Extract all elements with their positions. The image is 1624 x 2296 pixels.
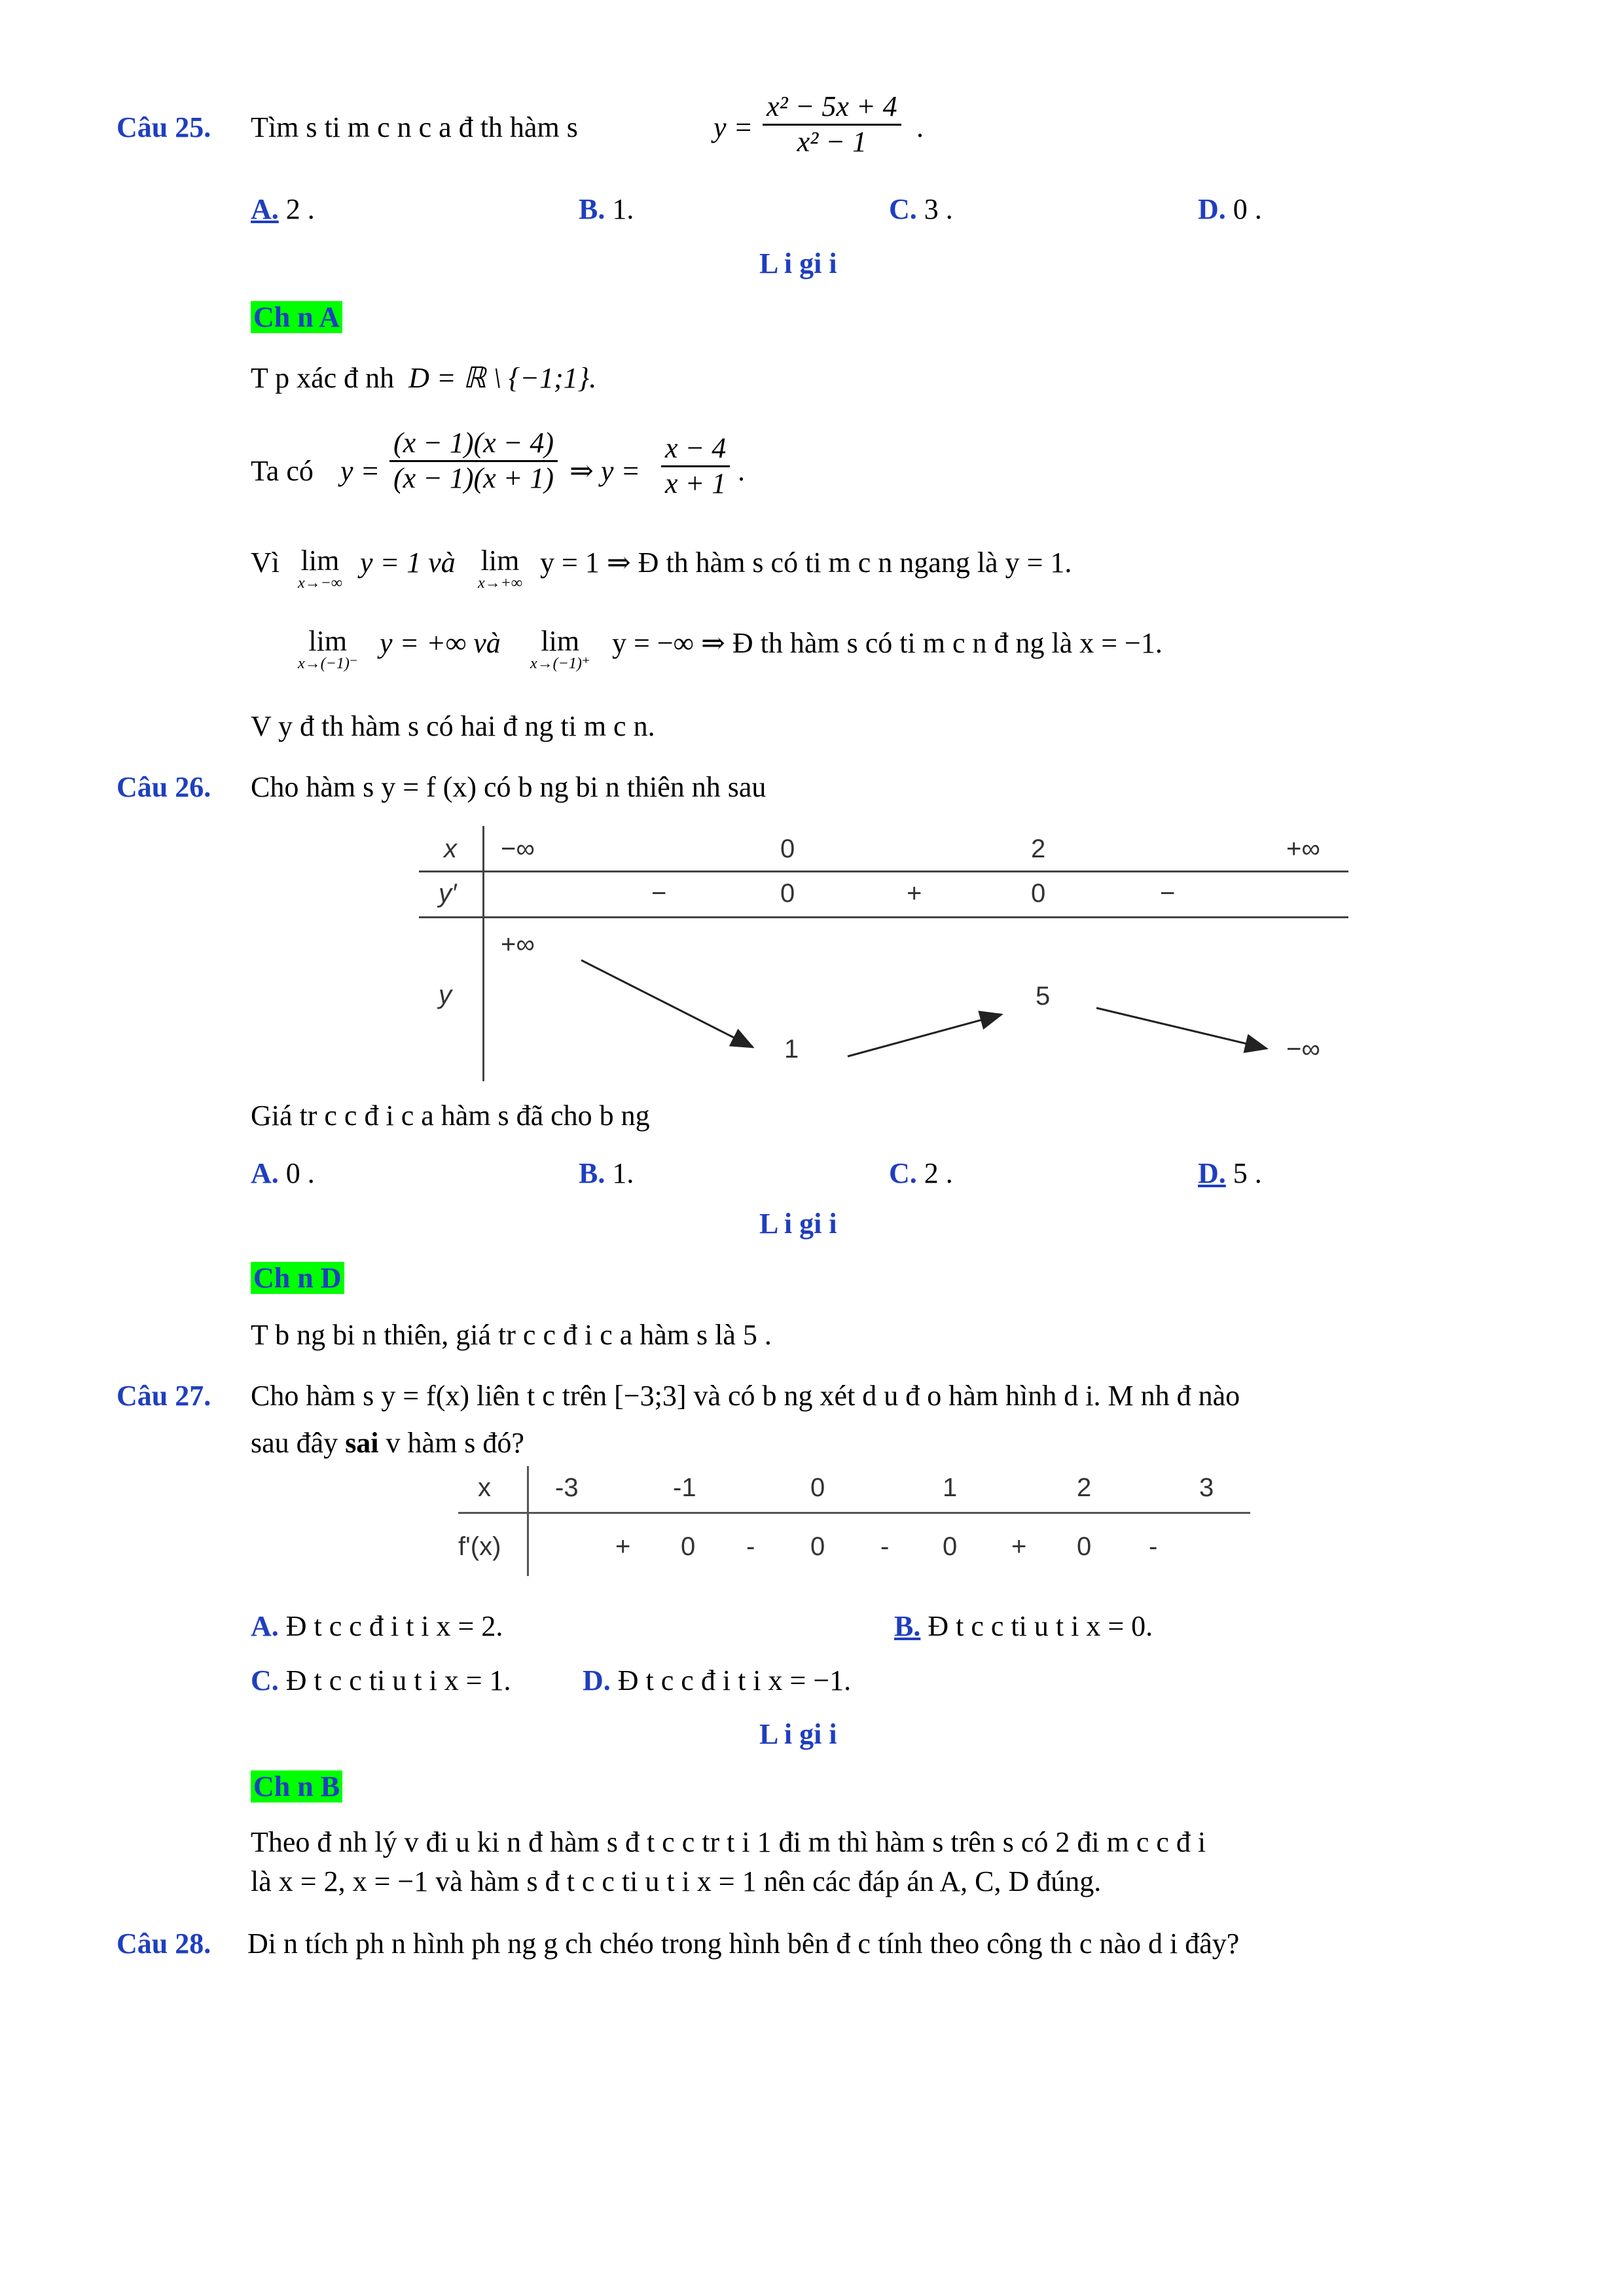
q28-text: Di n tích ph n hình ph ng g ch chéo trong hình bên đ c tính theo công th c nào d i đây? (247, 1928, 1240, 1960)
q26-solution-title: L i gi i (759, 1208, 837, 1240)
q27-fp-val-4: - (880, 1532, 890, 1561)
q25-label: Câu 25. (117, 111, 211, 143)
q25-option-d[interactable] (1198, 193, 1262, 226)
q27-fp-val-0: + (615, 1532, 631, 1561)
q26-option-d-key: D. (1198, 1157, 1226, 1189)
q25-lim4-sub: x→(−1)⁺ (530, 655, 590, 672)
q27-option-b-value: Đ t c c ti u t i x = 0. (928, 1610, 1153, 1642)
q25-domain-text: T p xác đ nh (251, 362, 395, 394)
q26-option-c-value: 2 . (924, 1157, 953, 1189)
q26-y-val-3: −∞ (1286, 1035, 1320, 1064)
q26-text: Cho hàm s y = f (x) có b ng bi n thiên nh sau (251, 771, 767, 803)
q25-f1 (389, 427, 558, 495)
q26-x-val-3: +∞ (1286, 834, 1320, 863)
q26-y-label: y (439, 980, 452, 1009)
q27-option-a[interactable] (251, 1610, 503, 1643)
q27-fp-val-8: - (1149, 1532, 1158, 1561)
q28-label: Câu 28. (117, 1928, 211, 1960)
q25-option-c-value: 3 . (924, 193, 953, 225)
q25-option-a-value: 2 . (285, 193, 315, 225)
q27-x-label: x (478, 1473, 491, 1502)
q26-option-c-key: C. (889, 1157, 917, 1189)
q27-table-hline (458, 1512, 1250, 1514)
q27-text-2c: v hàm s đó? (378, 1427, 524, 1459)
q26-question: Giá tr c c đ i c a hàm s đã cho b ng (251, 1100, 650, 1132)
q26-option-a-key: A. (251, 1157, 279, 1189)
q25-lim1 (298, 547, 342, 591)
q27-option-a-key: A. (251, 1610, 279, 1642)
q25-formula (763, 90, 901, 158)
q25-lim2-word: lim (480, 545, 520, 577)
q26-yp-val-3: 0 (1031, 879, 1046, 908)
q26-x-val-2: 2 (1031, 834, 1046, 863)
q25-option-d-key: D. (1198, 193, 1226, 225)
q27-answer (251, 1770, 342, 1804)
q26-option-b[interactable] (579, 1157, 634, 1191)
q27-option-c-value: Đ t c c ti u t i x = 1. (285, 1664, 511, 1696)
q25-f2-end: . (738, 455, 745, 487)
q26-option-a[interactable] (251, 1157, 315, 1191)
q25-lim1-rest: y = 1 và (360, 547, 456, 579)
q25-lim3-word: lim (308, 625, 348, 657)
q25-lim3-sub: x→(−1)⁻ (298, 655, 358, 672)
q25-lim4-word: lim (541, 625, 580, 657)
q26-yp-label: y′ (439, 879, 457, 908)
q27-text-2 (251, 1427, 524, 1460)
q27-x-val-2: 0 (810, 1473, 825, 1502)
q25-lim1-sub: x→−∞ (298, 575, 342, 592)
q26-answer-badge: Ch n D (251, 1262, 344, 1294)
q25-vi: Vì (251, 547, 280, 579)
q27-x-val-1: -1 (673, 1473, 696, 1502)
q26-yp-val-4: − (1160, 879, 1176, 908)
q25-f1-num: (x − 1)(x − 4) (389, 427, 558, 462)
q25-solution-title: L i gi i (759, 247, 837, 279)
q27-x-val-4: 2 (1077, 1473, 1092, 1502)
q27-fp-val-1: 0 (681, 1532, 696, 1561)
q26-answer (251, 1262, 344, 1295)
q27-explanation-1: Theo đ nh lý v đi u ki n đ hàm s đ t c c tr t i 1 đi m thì hàm s trên s có 2 đi m c c đ i (251, 1826, 1206, 1858)
q26-option-b-value: 1. (612, 1157, 634, 1189)
q25-text: Tìm s ti m c n c a đ th hàm s (251, 111, 578, 143)
q27-option-c[interactable] (251, 1664, 511, 1698)
q27-fp-val-2: - (746, 1532, 755, 1561)
q26-variation-table (419, 826, 1348, 1081)
q26-option-d-value: 5 . (1233, 1157, 1262, 1189)
q25-formula-den: x² − 1 (797, 125, 867, 158)
q26-x-val-0: −∞ (501, 834, 535, 863)
q25-option-a-key: A. (251, 193, 279, 225)
q25-f1-den: (x − 1)(x + 1) (393, 461, 554, 494)
q27-option-c-key: C. (251, 1664, 279, 1696)
q25-lim2-sub: x→+∞ (478, 575, 522, 592)
q25-option-c[interactable] (889, 193, 953, 226)
q25-f2-den: x + 1 (665, 467, 727, 499)
q26-option-a-value: 0 . (285, 1157, 315, 1189)
q25-formula-lhs: y = (713, 111, 753, 143)
q26-yp-val-2: + (907, 879, 922, 908)
q26-option-c[interactable] (889, 1157, 953, 1191)
q26-option-b-key: B. (579, 1157, 605, 1189)
q25-f2 (661, 432, 730, 500)
q27-answer-badge: Ch n B (251, 1770, 342, 1803)
q27-option-d-value: Đ t c c đ i t i x = −1. (617, 1664, 852, 1696)
q25-lim1-word: lim (300, 545, 340, 577)
q25-answer-badge: Ch n A (251, 301, 342, 333)
q26-yp-val-1: 0 (780, 879, 795, 908)
q27-x-val-5: 3 (1199, 1473, 1214, 1502)
q27-text-sai: sai (345, 1427, 379, 1459)
q26-arrows (419, 826, 1348, 1081)
q26-x-val-1: 0 (780, 834, 795, 863)
q27-label: Câu 27. (117, 1380, 211, 1412)
q27-sign-table (458, 1466, 1250, 1576)
q27-option-d-key: D. (583, 1664, 611, 1696)
q25-formula-num: x² − 5x + 4 (763, 90, 901, 126)
q26-label: Câu 26. (117, 771, 211, 803)
q27-solution-title: L i gi i (759, 1718, 837, 1750)
q27-x-val-0: -3 (555, 1473, 579, 1502)
q26-y-val-0: +∞ (501, 930, 535, 959)
q25-domain-math: D = ℝ \ {−1;1}. (408, 362, 597, 394)
q26-y-val-2: 5 (1036, 982, 1051, 1011)
q25-lim3-rest: y = +∞ và (380, 627, 501, 659)
q27-option-a-value: Đ t c c đ i t i x = 2. (285, 1610, 503, 1642)
q27-fp-val-5: 0 (943, 1532, 958, 1561)
q27-explanation-2: là x = 2, x = −1 và hàm s đ t c c ti u t i x = 1 nên các đáp án A, C, D đúng. (251, 1865, 1102, 1897)
q27-fp-val-3: 0 (810, 1532, 825, 1561)
q27-fp-val-7: 0 (1077, 1532, 1092, 1561)
q25-formula-end: . (916, 111, 924, 143)
q26-explanation: T b ng bi n thiên, giá tr c c đ i c a hàm s là 5 . (251, 1319, 772, 1351)
q27-table-vline (527, 1466, 529, 1576)
q25-taco: Ta có (251, 455, 314, 487)
q25-option-c-key: C. (889, 193, 917, 225)
q25-f1-lhs: y = (340, 455, 380, 487)
q25-domain (251, 362, 596, 395)
q26-y-val-1: 1 (784, 1035, 799, 1064)
q25-f2-num: x − 4 (661, 432, 730, 467)
q27-text-1: Cho hàm s y = f(x) liên t c trên [−3;3] và có b ng xét d u đ o hàm hình d i. M nh đ nào (251, 1380, 1240, 1412)
q25-lim2-rest: y = 1 ⇒ Đ th hàm s có ti m c n ngang là y = 1. (540, 547, 1072, 579)
q25-option-b[interactable] (579, 193, 634, 226)
q25-option-d-value: 0 . (1233, 193, 1262, 225)
q26-yp-val-0: − (651, 879, 667, 908)
q27-fp-val-6: + (1011, 1532, 1027, 1561)
q26-arrow-down-2 (1096, 1008, 1267, 1049)
q26-x-label: x (444, 834, 457, 863)
q26-arrow-down-1 (581, 960, 753, 1047)
q27-option-d[interactable] (583, 1664, 851, 1698)
q27-fp-label: f'(x) (458, 1532, 501, 1561)
q25-lim3 (298, 627, 358, 672)
q27-text-2a: sau đây (251, 1427, 346, 1459)
q26-arrow-up (848, 1014, 1001, 1056)
q25-f1-arrow: ⇒ y = (569, 455, 641, 487)
q27-option-b-key: B. (894, 1610, 921, 1642)
q25-option-a[interactable] (251, 193, 315, 226)
q25-lim4 (530, 627, 590, 672)
q25-conclusion: V y đ th hàm s có hai đ ng ti m c n. (251, 710, 655, 742)
q25-lim2 (478, 547, 522, 591)
q27-option-b[interactable] (894, 1610, 1153, 1643)
q27-x-val-3: 1 (943, 1473, 958, 1502)
q25-option-b-value: 1. (612, 193, 634, 225)
q25-answer (251, 301, 342, 334)
q25-option-b-key: B. (579, 193, 605, 225)
q25-lim4-rest: y = −∞ ⇒ Đ th hàm s có ti m c n đ ng là x = −1. (612, 627, 1163, 659)
q26-option-d[interactable] (1198, 1157, 1262, 1191)
